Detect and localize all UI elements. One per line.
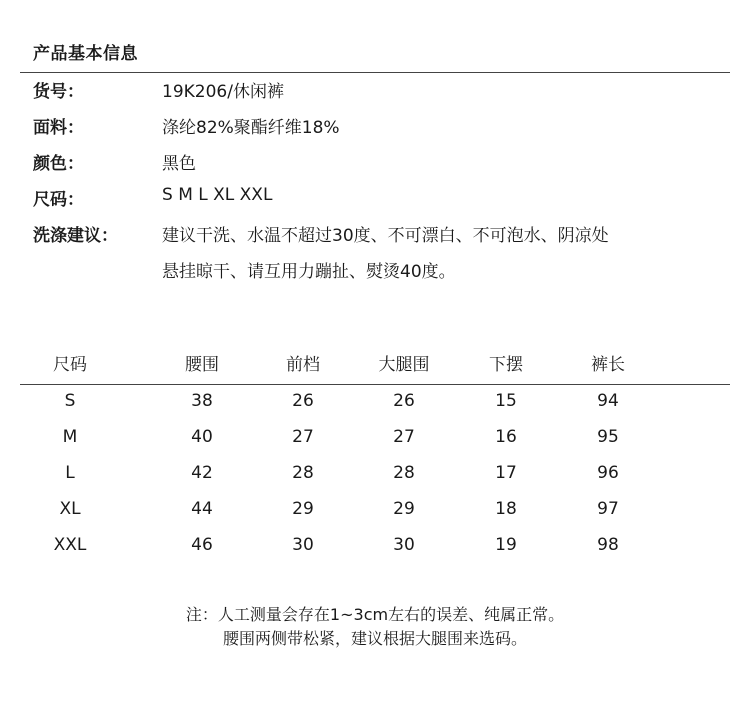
table-cell: 30 bbox=[393, 535, 415, 555]
table-header-length: 裤长 bbox=[591, 355, 625, 375]
table-cell: 16 bbox=[495, 427, 517, 447]
table-cell: 29 bbox=[393, 499, 415, 519]
top-divider bbox=[20, 72, 730, 73]
table-cell: L bbox=[65, 463, 75, 483]
table-cell: 94 bbox=[597, 391, 619, 411]
table-cell: 26 bbox=[292, 391, 314, 411]
table-cell: 18 bbox=[495, 499, 517, 519]
table-cell: 95 bbox=[597, 427, 619, 447]
table-cell: 29 bbox=[292, 499, 314, 519]
table-cell: 28 bbox=[393, 463, 415, 483]
table-cell: 44 bbox=[191, 499, 213, 519]
info-label-fabric: 面料： bbox=[33, 118, 84, 138]
table-header-size: 尺码 bbox=[53, 355, 87, 375]
table-cell: 46 bbox=[191, 535, 213, 555]
note-line-2: 腰围两侧带松紧，建议根据大腿围来选码。 bbox=[222, 629, 527, 648]
info-value-item-no: 19K206/休闲裤 bbox=[162, 82, 284, 102]
table-cell: 27 bbox=[292, 427, 314, 447]
info-value-fabric: 涤纶82%聚酯纤维18% bbox=[162, 118, 340, 138]
table-cell: 98 bbox=[597, 535, 619, 555]
table-cell: 96 bbox=[597, 463, 619, 483]
table-cell: 28 bbox=[292, 463, 314, 483]
table-header-thigh: 大腿围 bbox=[378, 355, 430, 375]
info-label-color: 颜色： bbox=[33, 154, 84, 174]
table-header-hem: 下摆 bbox=[489, 355, 523, 375]
info-value-color: 黑色 bbox=[162, 154, 196, 174]
table-header-waist: 腰围 bbox=[185, 355, 219, 375]
table-cell: XL bbox=[59, 499, 81, 519]
table-cell: 30 bbox=[292, 535, 314, 555]
table-cell: 40 bbox=[191, 427, 213, 447]
note-line-1: 注：人工测量会存在1~3cm左右的误差、纯属正常。 bbox=[185, 605, 565, 624]
table-cell: 17 bbox=[495, 463, 517, 483]
table-cell: XXL bbox=[53, 535, 87, 555]
info-value-wash: 建议干洗、水温不超过30度、不可漂白、不可泡水、阴凉处 bbox=[162, 226, 609, 246]
product-info-title: 产品基本信息 bbox=[33, 44, 138, 64]
table-header-divider bbox=[20, 384, 730, 385]
table-cell: 97 bbox=[597, 499, 619, 519]
table-cell: 15 bbox=[495, 391, 517, 411]
table-cell: M bbox=[62, 427, 78, 447]
table-cell: 42 bbox=[191, 463, 213, 483]
table-cell: 19 bbox=[495, 535, 517, 555]
table-cell: 26 bbox=[393, 391, 415, 411]
info-label-size: 尺码： bbox=[33, 190, 84, 210]
table-cell: S bbox=[64, 391, 76, 411]
info-label-item-no: 货号： bbox=[33, 82, 84, 102]
table-cell: 27 bbox=[393, 427, 415, 447]
info-value-wash-continued: 悬挂晾干、请互用力蹦扯、熨烫40度。 bbox=[162, 262, 456, 282]
info-value-size: S M L XL XXL bbox=[162, 185, 273, 205]
table-cell: 38 bbox=[191, 391, 213, 411]
info-label-wash: 洗涤建议： bbox=[33, 226, 118, 246]
table-header-front-rise: 前档 bbox=[286, 355, 320, 375]
